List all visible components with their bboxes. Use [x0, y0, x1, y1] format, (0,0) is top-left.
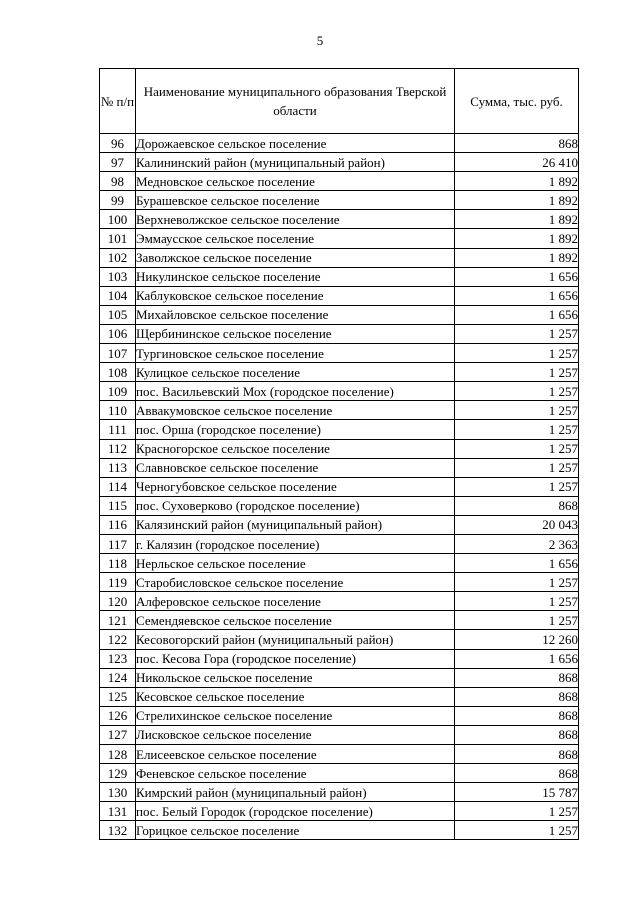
header-num: № п/п: [100, 69, 136, 134]
row-sum: 1 892: [455, 229, 579, 248]
table-row: [100, 515, 579, 534]
table-row: [100, 630, 579, 649]
row-sum: 1 656: [455, 267, 579, 286]
row-number: 119: [100, 573, 136, 592]
row-name: Щербининское сельское поселение: [136, 324, 455, 343]
row-number: 99: [100, 191, 136, 210]
row-name: пос. Васильевский Мох (городское поселение): [136, 382, 455, 401]
row-number: 108: [100, 363, 136, 382]
row-sum: 1 257: [455, 592, 579, 611]
row-sum: 868: [455, 687, 579, 706]
header-sum: Сумма, тыс. руб.: [455, 69, 579, 134]
row-number: 130: [100, 783, 136, 802]
row-number: 126: [100, 706, 136, 725]
row-sum: 1 656: [455, 649, 579, 668]
row-name: Феневское сельское поселение: [136, 764, 455, 783]
row-name: Стрелихинское сельское поселение: [136, 706, 455, 725]
table-row: [100, 477, 579, 496]
table-row: [100, 210, 579, 229]
row-number: 97: [100, 153, 136, 172]
row-number: 102: [100, 248, 136, 267]
row-number: 96: [100, 134, 136, 153]
row-sum: 1 656: [455, 286, 579, 305]
table-row: [100, 649, 579, 668]
row-name: пос. Кесова Гора (городское поселение): [136, 649, 455, 668]
table-row: [100, 764, 579, 783]
table-row: [100, 745, 579, 764]
row-number: 115: [100, 496, 136, 515]
row-number: 132: [100, 821, 136, 840]
row-number: 98: [100, 172, 136, 191]
row-name: Михайловское сельское поселение: [136, 305, 455, 324]
row-sum: 868: [455, 706, 579, 725]
row-sum: 1 257: [455, 363, 579, 382]
table-row: [100, 344, 579, 363]
row-sum: 1 257: [455, 382, 579, 401]
row-number: 129: [100, 764, 136, 783]
row-number: 117: [100, 534, 136, 553]
table-row: [100, 668, 579, 687]
row-sum: 20 043: [455, 515, 579, 534]
row-sum: 1 257: [455, 611, 579, 630]
row-name: Тургиновское сельское поселение: [136, 344, 455, 363]
row-number: 112: [100, 439, 136, 458]
row-sum: 1 656: [455, 554, 579, 573]
row-number: 110: [100, 401, 136, 420]
row-sum: 1 892: [455, 191, 579, 210]
row-sum: 1 656: [455, 305, 579, 324]
row-name: Старобисловское сельское поселение: [136, 573, 455, 592]
table-row: [100, 286, 579, 305]
row-number: 106: [100, 324, 136, 343]
row-number: 105: [100, 305, 136, 324]
row-number: 123: [100, 649, 136, 668]
row-sum: 1 257: [455, 401, 579, 420]
table-row: [100, 382, 579, 401]
table-row: [100, 248, 579, 267]
table-row: [100, 305, 579, 324]
row-sum: 1 257: [455, 420, 579, 439]
table-row: [100, 324, 579, 343]
row-number: 114: [100, 477, 136, 496]
row-number: 109: [100, 382, 136, 401]
row-name: Семендяевское сельское поселение: [136, 611, 455, 630]
row-sum: 868: [455, 668, 579, 687]
row-name: Нерльское сельское поселение: [136, 554, 455, 573]
table-row: [100, 706, 579, 725]
row-sum: 1 892: [455, 210, 579, 229]
table-row: [100, 821, 579, 840]
row-name: Верхневолжское сельское поселение: [136, 210, 455, 229]
row-name: Каблуковское сельское поселение: [136, 286, 455, 305]
row-number: 120: [100, 592, 136, 611]
table-row: [100, 725, 579, 744]
row-number: 100: [100, 210, 136, 229]
row-number: 128: [100, 745, 136, 764]
row-number: 113: [100, 458, 136, 477]
row-number: 122: [100, 630, 136, 649]
row-name: Калязинский район (муниципальный район): [136, 515, 455, 534]
table-row: [100, 401, 579, 420]
row-name: Красногорское сельское поселение: [136, 439, 455, 458]
row-sum: 1 257: [455, 477, 579, 496]
row-name: Никольское сельское поселение: [136, 668, 455, 687]
row-sum: 1 257: [455, 439, 579, 458]
table-row: [100, 191, 579, 210]
table-row: [100, 458, 579, 477]
table-row: [100, 592, 579, 611]
page-number: 5: [316, 33, 324, 48]
row-number: 111: [100, 420, 136, 439]
row-name: Кесовское сельское поселение: [136, 687, 455, 706]
table-row: [100, 134, 579, 153]
row-sum: 868: [455, 725, 579, 744]
table-body: [100, 134, 579, 840]
row-number: 103: [100, 267, 136, 286]
row-sum: 1 257: [455, 821, 579, 840]
table-row: [100, 783, 579, 802]
row-name: Эммаусское сельское поселение: [136, 229, 455, 248]
row-number: 101: [100, 229, 136, 248]
table-row: [100, 534, 579, 553]
row-name: Аввакумовское сельское поселение: [136, 401, 455, 420]
table-row: [100, 229, 579, 248]
row-number: 104: [100, 286, 136, 305]
row-name: Лисковское сельское поселение: [136, 725, 455, 744]
row-name: Черногубовское сельское поселение: [136, 477, 455, 496]
row-sum: 1 257: [455, 458, 579, 477]
table-row: [100, 267, 579, 286]
row-name: Кесовогорский район (муниципальный район): [136, 630, 455, 649]
row-number: 127: [100, 725, 136, 744]
table-row: [100, 573, 579, 592]
table-row: [100, 439, 579, 458]
row-sum: 1 257: [455, 344, 579, 363]
row-name: пос. Белый Городок (городское поселение): [136, 802, 455, 821]
table-row: [100, 802, 579, 821]
row-sum: 868: [455, 745, 579, 764]
row-sum: 15 787: [455, 783, 579, 802]
row-sum: 26 410: [455, 153, 579, 172]
row-number: 124: [100, 668, 136, 687]
row-sum: 868: [455, 134, 579, 153]
row-sum: 868: [455, 764, 579, 783]
table-row: [100, 496, 579, 515]
row-sum: 1 257: [455, 573, 579, 592]
row-name: Никулинское сельское поселение: [136, 267, 455, 286]
row-name: Славновское сельское поселение: [136, 458, 455, 477]
row-number: 121: [100, 611, 136, 630]
row-number: 125: [100, 687, 136, 706]
row-sum: 868: [455, 496, 579, 515]
row-name: Кулицкое сельское поселение: [136, 363, 455, 382]
row-name: Калининский район (муниципальный район): [136, 153, 455, 172]
row-number: 107: [100, 344, 136, 363]
table-row: [100, 687, 579, 706]
row-name: пос. Орша (городское поселение): [136, 420, 455, 439]
row-name: Медновское сельское поселение: [136, 172, 455, 191]
table-row: [100, 611, 579, 630]
row-number: 118: [100, 554, 136, 573]
table-row: [100, 420, 579, 439]
row-name: Елисеевское сельское поселение: [136, 745, 455, 764]
row-sum: 2 363: [455, 534, 579, 553]
row-sum: 1 257: [455, 324, 579, 343]
row-name: пос. Суховерково (городское поселение): [136, 496, 455, 515]
row-name: Кимрский район (муниципальный район): [136, 783, 455, 802]
header-row: [100, 69, 579, 134]
table-header: [100, 69, 579, 134]
row-number: 131: [100, 802, 136, 821]
row-name: Бурашевское сельское поселение: [136, 191, 455, 210]
header-name: Наименование муниципального образования Тверской области: [136, 69, 455, 134]
row-sum: 12 260: [455, 630, 579, 649]
table-row: [100, 172, 579, 191]
table-row: [100, 153, 579, 172]
row-name: г. Калязин (городское поселение): [136, 534, 455, 553]
row-name: Дорожаевское сельское поселение: [136, 134, 455, 153]
row-name: Алферовское сельское поселение: [136, 592, 455, 611]
row-sum: 1 892: [455, 172, 579, 191]
row-sum: 1 257: [455, 802, 579, 821]
allocation-table: [99, 68, 579, 840]
row-number: 116: [100, 515, 136, 534]
row-sum: 1 892: [455, 248, 579, 267]
table-row: [100, 554, 579, 573]
table-row: [100, 363, 579, 382]
row-name: Заволжское сельское поселение: [136, 248, 455, 267]
row-name: Горицкое сельское поселение: [136, 821, 455, 840]
